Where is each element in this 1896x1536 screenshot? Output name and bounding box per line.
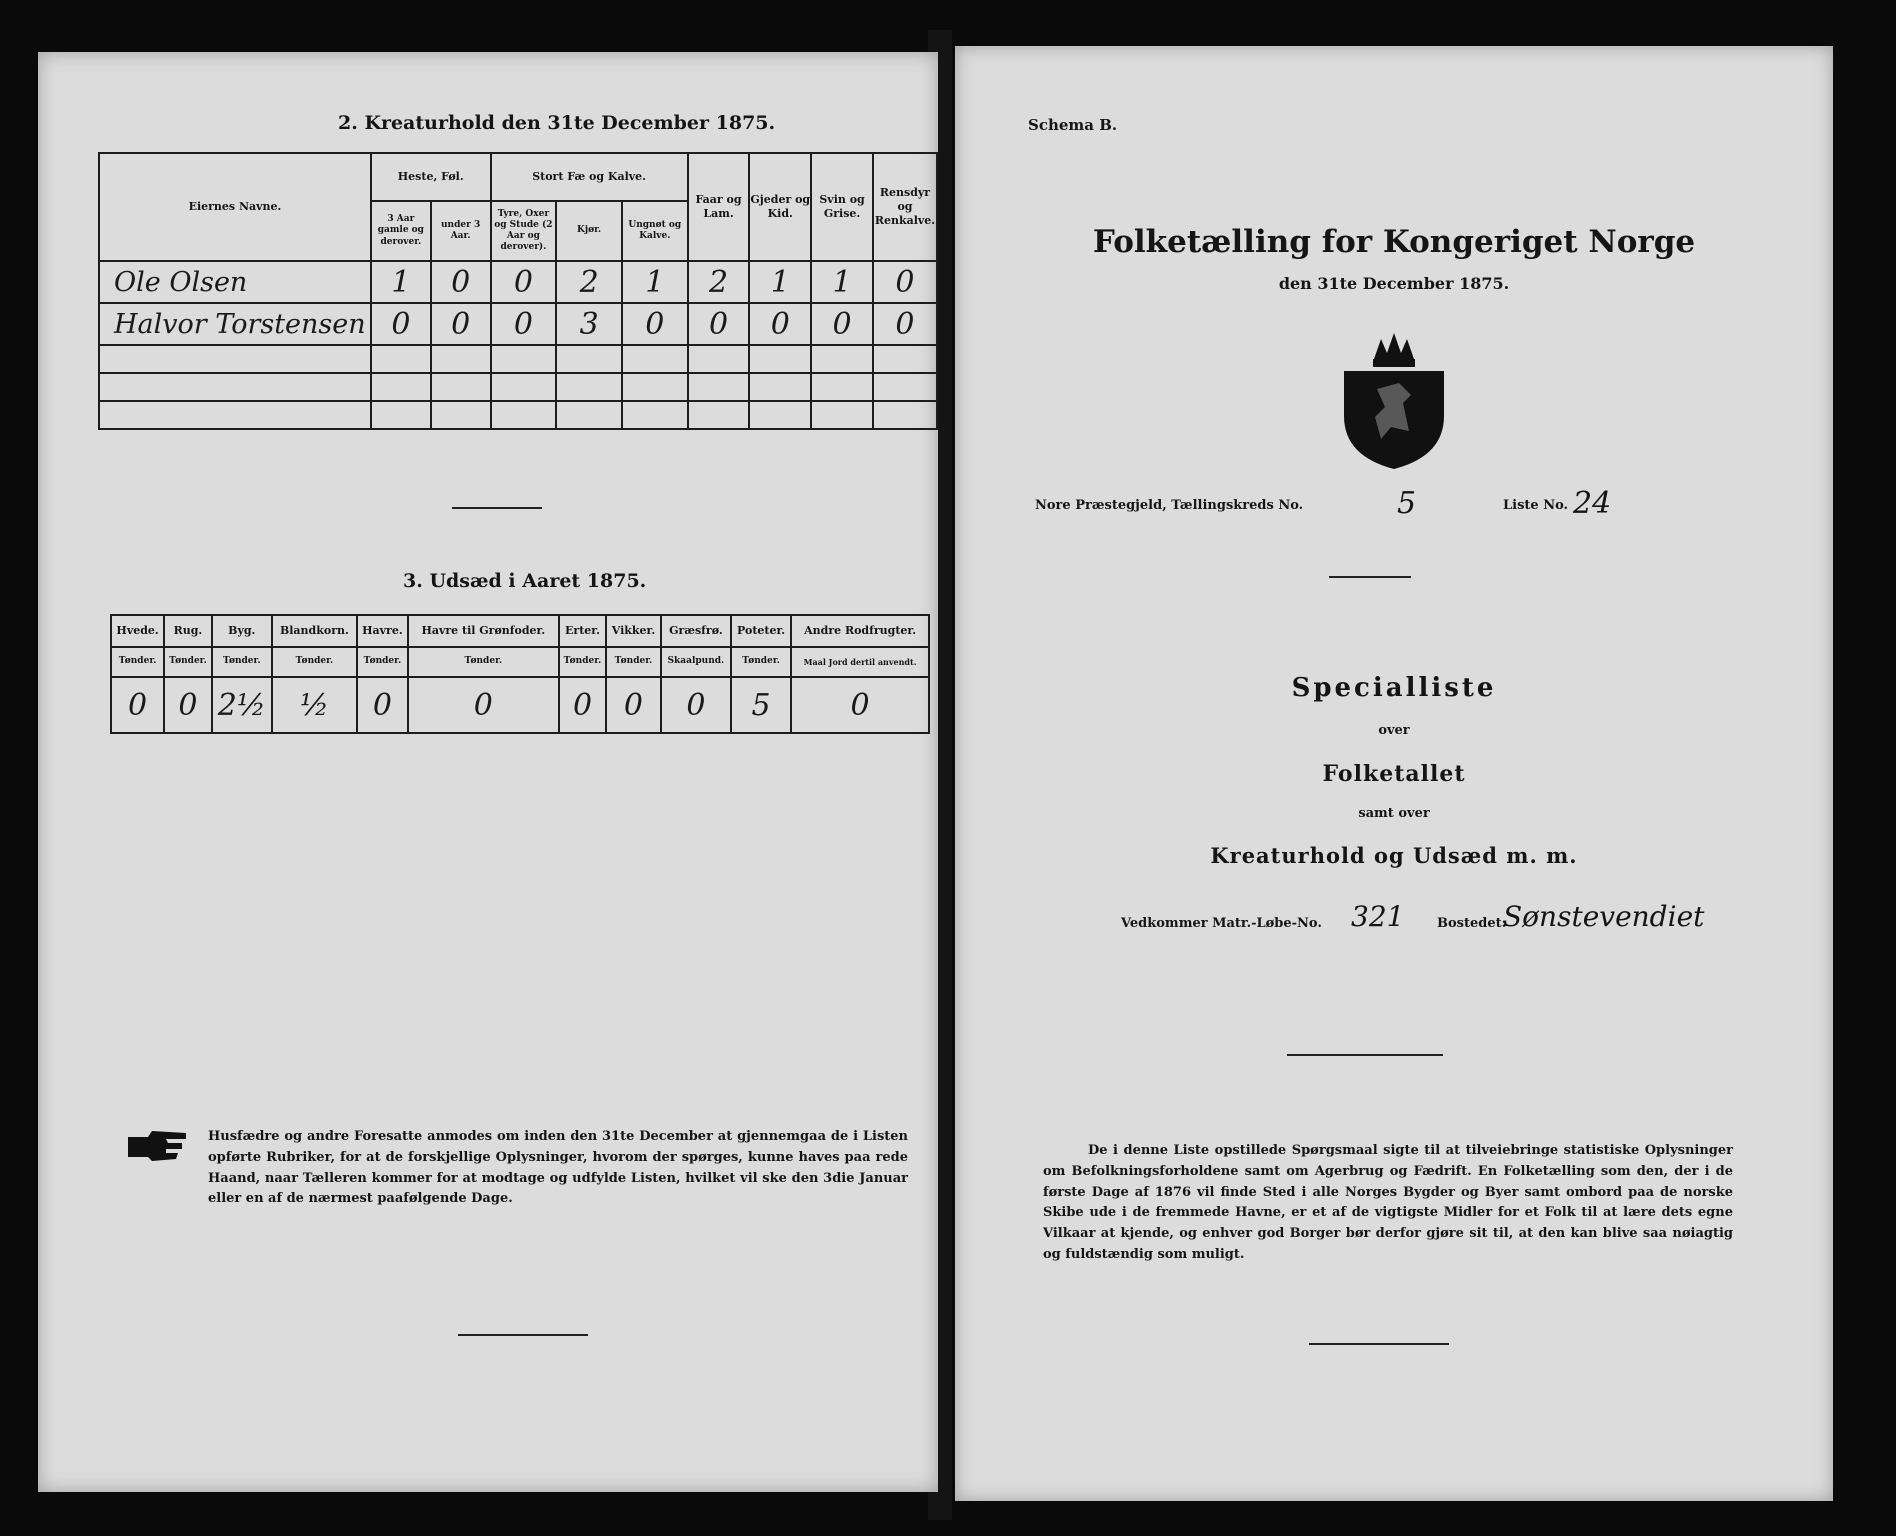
col-vikker: Vikker. (606, 615, 660, 647)
kreds-number: 5 (1397, 486, 1417, 521)
header-heste-over3: 3 Aar gamle og derover. (371, 201, 431, 261)
col-byg: Byg. (212, 615, 272, 647)
cell-value: 0 (749, 303, 811, 345)
header-kjor: Kjør. (556, 201, 622, 261)
col-rug: Rug. (164, 615, 212, 647)
header-heste-under3: under 3 Aar. (431, 201, 491, 261)
cell-value: 1 (811, 261, 873, 303)
liste-number: 24 (1573, 486, 1612, 521)
cell-value: ½ (272, 677, 357, 733)
header-stort-fae: Stort Fæ og Kalve. (491, 153, 688, 201)
header-svin: Svin og Grise. (811, 153, 873, 261)
cell-value: 0 (431, 261, 491, 303)
unit-label: Tønder. (164, 647, 212, 677)
unit-label: Tønder. (408, 647, 559, 677)
col-havre: Havre. (357, 615, 408, 647)
divider (1309, 1343, 1449, 1345)
sowing-table (110, 614, 930, 734)
header-tyre: Tyre, Oxer og Stude (2 Aar og derover). (491, 201, 557, 261)
col-hvede: Hvede. (111, 615, 164, 647)
over-label: over (1378, 723, 1410, 738)
header-gjeder: Gjeder og Kid. (749, 153, 811, 261)
divider (1287, 1054, 1443, 1056)
cell-value: 1 (749, 261, 811, 303)
census-date: den 31te December 1875. (1278, 274, 1510, 293)
schema-label: Schema B. (1028, 116, 1118, 134)
cell-value: 0 (491, 303, 557, 345)
divider (1329, 576, 1411, 578)
prestegjeld-label: Nore Præstegjeld, Tællingskreds No. (1035, 498, 1304, 513)
divider (452, 507, 542, 509)
unit-label: Maal Jord dertil anvendt. (791, 647, 929, 677)
header-rensdyr: Rensdyr og Renkalve. (873, 153, 937, 261)
specialliste-heading: Specialliste (1291, 673, 1497, 703)
cell-value: 0 (491, 261, 557, 303)
bostedet-value: Sønstevendiet (1503, 900, 1705, 933)
unit-label: Tønder. (606, 647, 660, 677)
unit-label: Tønder. (559, 647, 607, 677)
cell-value: 0 (559, 677, 607, 733)
table-row-empty (99, 373, 937, 401)
right-page (955, 46, 1833, 1501)
divider (458, 1334, 588, 1336)
section2-title: 2. Kreaturhold den 31te December 1875. (338, 112, 776, 134)
samt-over-label: samt over (1358, 806, 1430, 821)
cell-value: 2 (556, 261, 622, 303)
table-row (99, 261, 937, 303)
col-andre-rodfrugter: Andre Rodfrugter. (791, 615, 929, 647)
owner-name: Halvor Torstensen (99, 303, 371, 345)
page-title: Folketælling for Kongeriget Norge (1092, 224, 1696, 260)
table-row (99, 303, 937, 345)
col-graesfro: Græsfrø. (661, 615, 731, 647)
matr-number: 321 (1351, 900, 1405, 933)
col-poteter: Poteter. (731, 615, 791, 647)
header-ungnot: Ungnøt og Kalve. (622, 201, 688, 261)
col-havre-gronfoder: Havre til Grønfoder. (408, 615, 559, 647)
cell-value: 5 (731, 677, 791, 733)
cell-value: 0 (606, 677, 660, 733)
kreaturhold-heading: Kreaturhold og Udsæd m. m. (1210, 843, 1578, 868)
col-blandkorn: Blandkorn. (272, 615, 357, 647)
header-faar: Faar og Lam. (688, 153, 750, 261)
livestock-table (98, 152, 938, 430)
table-row (111, 677, 929, 733)
cell-value: 0 (357, 677, 408, 733)
explanation-paragraph: De i denne Liste opstillede Spørgsmaal sigte til at tilveiebringe statistiske Oplysninger om Befolkningsforholdene samt om Agerbrug og Fædrift. En Folketælling som den, der i de første Dage af 1876 vil finde Sted i alle Norges Bygder og Byer samt ombord paa de norske Skibe ude i de fremmede Havne, er et af de vigtigste Midler for et Folk til at lære dets egne Vilkaar at kjende, og enhver god Borger bør derfor gjøre sit til, at den kan blive saa nøiagtig og fuldstændig som muligt. (1043, 1143, 1733, 1262)
section3-title: 3. Udsæd i Aaret 1875. (403, 570, 647, 592)
cell-value: 0 (811, 303, 873, 345)
unit-label: Tønder. (111, 647, 164, 677)
unit-label: Tønder. (212, 647, 272, 677)
cell-value: 0 (873, 303, 937, 345)
unit-label: Skaalpund. (661, 647, 731, 677)
cell-value: 0 (791, 677, 929, 733)
unit-label: Tønder. (731, 647, 791, 677)
owner-name: Ole Olsen (99, 261, 371, 303)
cell-value: 1 (371, 261, 431, 303)
cell-value: 0 (111, 677, 164, 733)
table-row-empty (99, 345, 937, 373)
cell-value: 0 (688, 303, 750, 345)
cell-value: 0 (873, 261, 937, 303)
bostedet-label: Bostedet: (1437, 916, 1507, 931)
folketallet-heading: Folketallet (1322, 761, 1466, 787)
unit-label: Tønder. (272, 647, 357, 677)
cell-value: 0 (371, 303, 431, 345)
matr-label: Vedkommer Matr.-Løbe-No. (1121, 916, 1322, 931)
left-page (38, 52, 938, 1492)
cell-value: 0 (431, 303, 491, 345)
cell-value: 0 (408, 677, 559, 733)
coat-of-arms-icon (1329, 331, 1459, 475)
cell-value: 1 (622, 261, 688, 303)
cell-value: 2 (688, 261, 750, 303)
cell-value: 0 (164, 677, 212, 733)
unit-label: Tønder. (357, 647, 408, 677)
cell-value: 2½ (212, 677, 272, 733)
table-row-empty (99, 401, 937, 429)
pointing-hand-icon (126, 1127, 190, 1171)
cell-value: 0 (622, 303, 688, 345)
liste-label: Liste No. (1503, 498, 1569, 513)
cell-value: 0 (661, 677, 731, 733)
col-erter: Erter. (559, 615, 607, 647)
header-owner: Eiernes Navne. (99, 153, 371, 261)
notice-text: Husfædre og andre Foresatte anmodes om inden den 31te December at gjennemgaa de i Listen opførte Rubriker, for at de forskjellige Oplysninger, hvorom der spørges, kunne haves paa rede Haand, naar Tælleren kommer for at modtage og udfylde Listen, hvilket vil ske den 3die Januar eller en af de nærmest paafølgende Dage. (208, 1129, 908, 1207)
cell-value: 3 (556, 303, 622, 345)
header-heste: Heste, Føl. (371, 153, 491, 201)
